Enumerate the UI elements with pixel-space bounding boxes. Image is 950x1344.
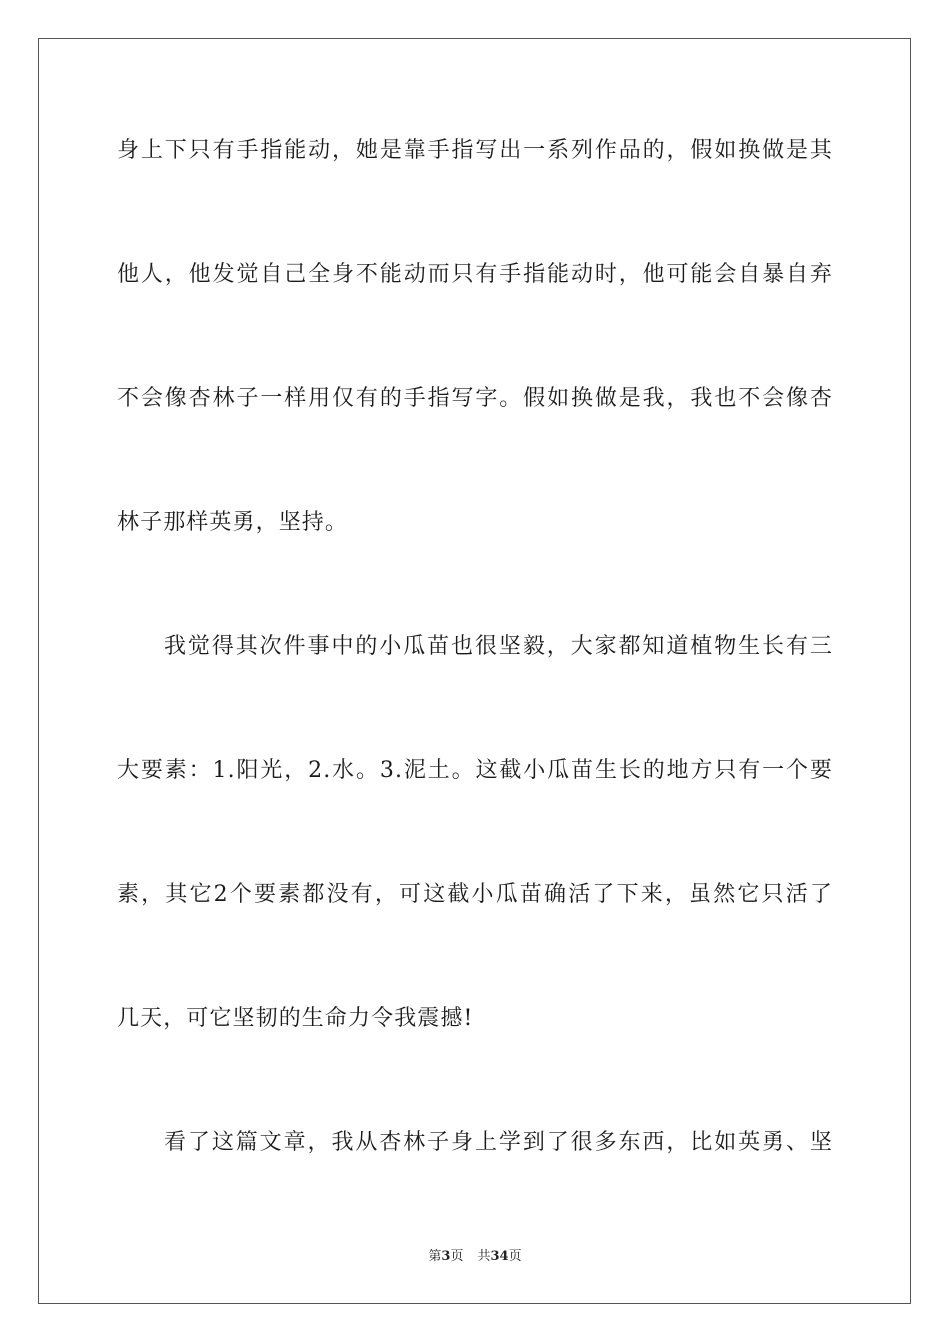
body-line-6: 大要素：1.阳光，2.水。3.泥土。这截小瓜苗生长的地方只有一个要 xyxy=(117,758,833,783)
page-prefix: 第 xyxy=(428,1249,442,1264)
body-line-8: 几天，可它坚韧的生命力令我震撼! xyxy=(117,1006,474,1031)
body-line-7: 素，其它2个要素都没有，可这截小瓜苗确活了下来，虽然它只活了 xyxy=(117,882,833,907)
body-line-9: 看了这篇文章，我从杏林子身上学到了很多东西，比如英勇、坚 xyxy=(164,1130,833,1155)
body-line-3: 不会像杏林子一样用仅有的手指写字。假如换做是我，我也不会像杏 xyxy=(117,386,833,411)
page-footer xyxy=(0,1248,950,1266)
total-prefix: 共 xyxy=(477,1249,491,1264)
page-number: 3 xyxy=(441,1249,451,1264)
total-pages: 34 xyxy=(490,1249,509,1264)
body-line-4: 林子那样英勇，坚持。 xyxy=(117,510,349,535)
body-line-1: 身上下只有手指能动，她是靠手指写出一系列作品的，假如换做是其 xyxy=(117,138,833,163)
body-line-2: 他人，他发觉自己全身不能动而只有手指能动时，他可能会自暴自弃 xyxy=(117,262,833,287)
body-line-5: 我觉得其次件事中的小瓜苗也很坚毅，大家都知道植物生长有三 xyxy=(164,634,833,659)
total-suffix: 页 xyxy=(508,1249,522,1264)
page-border xyxy=(38,38,911,1304)
page-suffix: 页 xyxy=(450,1249,464,1264)
